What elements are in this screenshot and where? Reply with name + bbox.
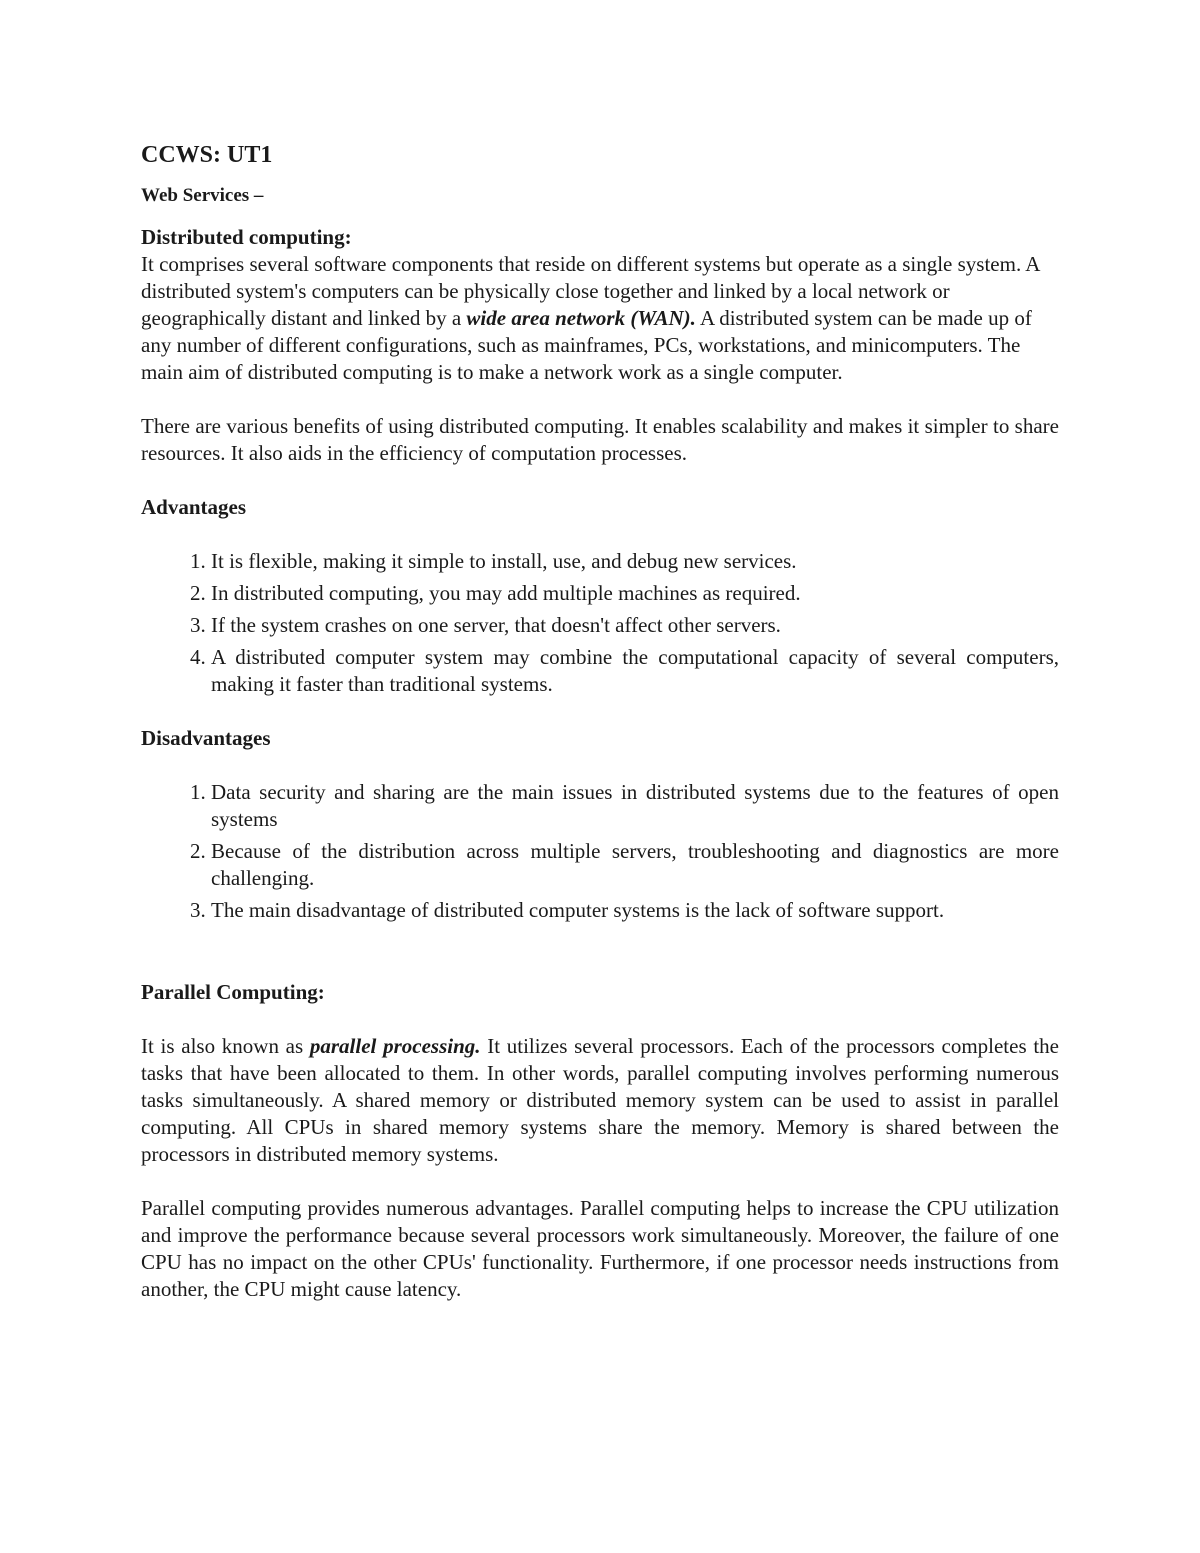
list-item: 2. Because of the distribution across multiple servers, troubleshooting and diagnostics are more challenging. — [211, 838, 1059, 892]
parallel-paragraph-1 — [141, 1033, 1059, 1168]
advantages-list — [141, 548, 1059, 698]
distributed-paragraph-1 — [141, 251, 1059, 386]
document-title: CCWS: UT1 — [141, 142, 273, 168]
parallel-processing-emphasis: parallel processing. — [309, 1034, 481, 1058]
distributed-paragraph-2: There are various benefits of using distributed computing. It enables scalability and makes it simpler to share resources. It also aids in the efficiency of computation processes. — [141, 414, 1059, 465]
parallel-heading: Parallel Computing: — [141, 980, 325, 1004]
document-page — [141, 140, 1059, 1303]
parallel-paragraph-2: Parallel computing provides numerous advantages. Parallel computing helps to increase the CPU utilization and improve the performance because several processors work simultaneously. Moreover, the failure of one CPU has no impact on the other CPUs' functionality. Furthermore, if one processor needs instructions from another, the CPU might cause latency. — [141, 1196, 1059, 1301]
parallel-para1-before: It is also known as — [141, 1034, 310, 1058]
distributed-para1-before: It comprises several software components that reside on different systems but operate as a single system. A distributed system's computers can be physically close together and linked by a local network or geographically distant and linked by a — [141, 252, 1040, 330]
list-item: 3. If the system crashes on one server, that doesn't affect other servers. — [211, 612, 1059, 639]
distributed-para1-after: A distributed system can be made up of any number of different configurations, such as mainframes, PCs, workstations, and minicomputers. The main aim of distributed computing is to make a network work as a single computer. — [141, 306, 1032, 384]
advantages-heading: Advantages — [141, 495, 247, 519]
disadvantages-list — [141, 779, 1059, 924]
list-item: 1. It is flexible, making it simple to install, use, and debug new services. — [211, 548, 1059, 575]
list-item: 4. A distributed computer system may combine the computational capacity of several computers, making it faster than traditional systems. — [211, 644, 1059, 698]
wan-emphasis: wide area network (WAN). — [466, 306, 696, 330]
list-item: 3. The main disadvantage of distributed computer systems is the lack of software support. — [211, 897, 1059, 924]
list-item: 2. In distributed computing, you may add multiple machines as required. — [211, 580, 1059, 607]
distributed-heading: Distributed computing: — [141, 225, 352, 249]
list-item: 1. Data security and sharing are the main issues in distributed systems due to the features of open systems — [211, 779, 1059, 833]
parallel-para1-after: It utilizes several processors. Each of the processors completes the tasks that have been allocated to them. In other words, parallel computing involves performing numerous tasks simultaneously. A shared memory or distributed memory system can be used to assist in parallel computing. All CPUs in shared memory systems share the memory. Memory is shared between the processors in distributed memory systems. — [141, 1034, 1059, 1166]
disadvantages-heading: Disadvantages — [141, 726, 271, 750]
document-subtitle: Web Services – — [141, 185, 264, 206]
